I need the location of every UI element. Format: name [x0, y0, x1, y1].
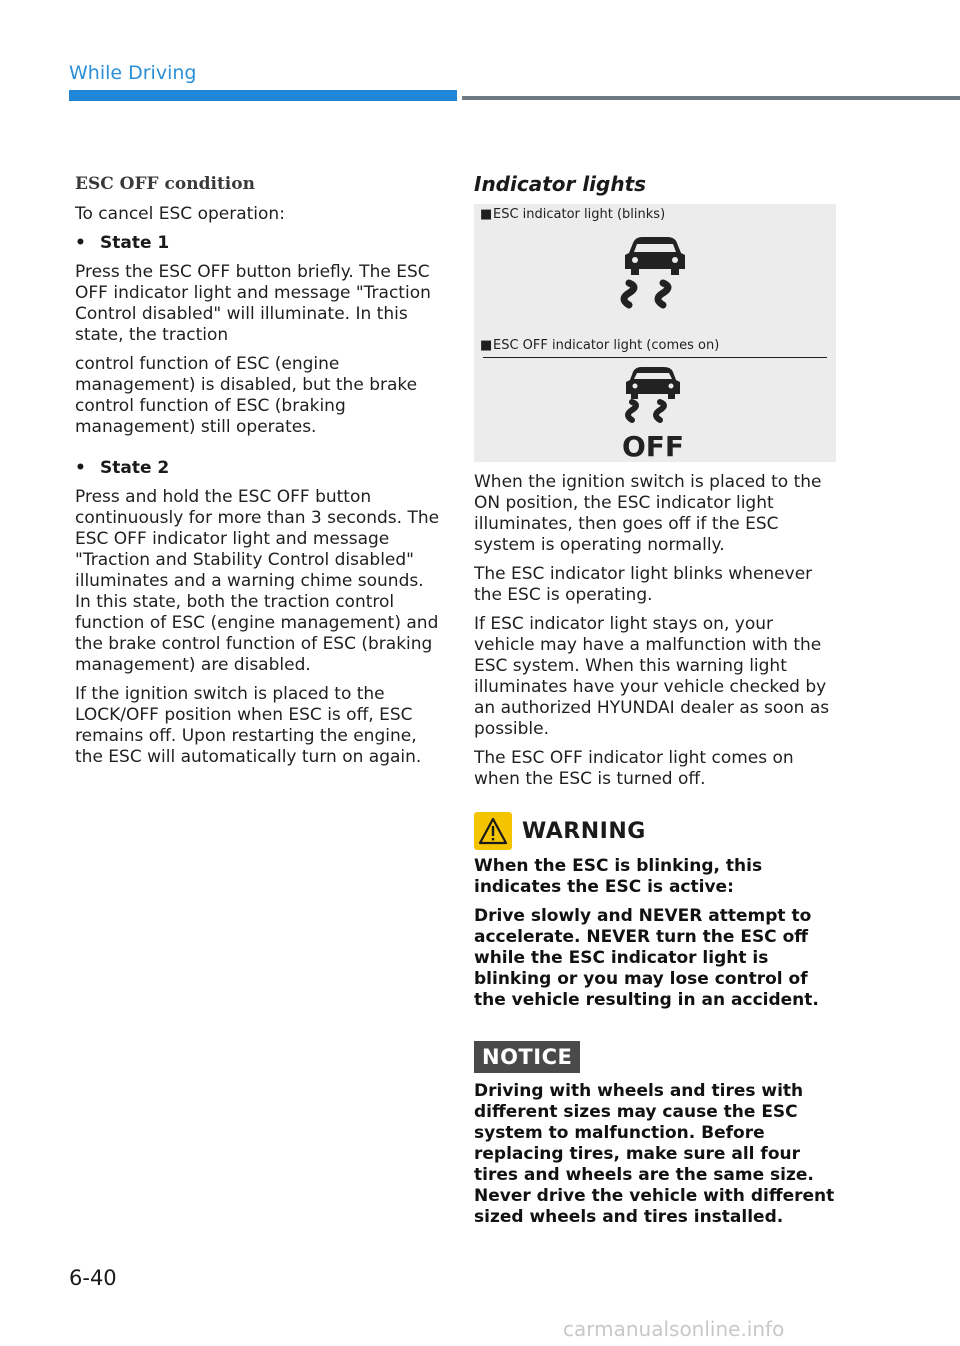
header-bar-blue: [69, 90, 457, 101]
warning-para-1: When the ESC is blinking, this indicates the ESC is active:: [474, 856, 763, 897]
indicator-lights-heading: Indicator lights: [474, 172, 647, 196]
indicator-figure: [474, 204, 836, 462]
lock-off-paragraph: If the ignition switch is placed to the LOCK/OFF position when ESC is off, ESC remains off. Upon restarting the engine, the ESC will automatically turn on again.: [75, 684, 422, 767]
warning-header: [474, 812, 838, 850]
bullet-dot: •: [75, 233, 86, 253]
state2-paragraph: Press and hold the ESC OFF button continuously for more than 3 seconds. The ESC OFF indicator light and message "Traction and Stability Control disabled" illuminates and a warning chime sounds. In this state, both the traction control function of ESC (engine management) and the brake control function of ESC (braking management) are disabled.: [75, 487, 440, 675]
state1-bullet: [75, 233, 440, 254]
indicator-para-1: When the ignition switch is placed to the ON position, the ESC indicator light illuminates, then goes off if the ESC system is operating normally.: [474, 472, 822, 555]
intro-text: To cancel ESC operation:: [75, 204, 285, 224]
warning-para-2: Drive slowly and NEVER attempt to accelerate. NEVER turn the ESC off while the ESC indicator light is blinking or you may lose control of the vehicle resulting in an accident.: [474, 906, 819, 1010]
section-heading: ESC OFF condition: [75, 174, 255, 194]
page-number: 6-40: [69, 1266, 117, 1290]
state1-label: State 1: [100, 233, 170, 253]
state2-label: State 2: [100, 458, 170, 478]
figure-divider: [483, 357, 827, 358]
indicator-para-4: The ESC OFF indicator light comes on when the ESC is turned off.: [474, 748, 794, 789]
page-header-title: While Driving: [69, 62, 197, 84]
esc-off-indicator-icon: [618, 364, 688, 460]
notice-badge: NOTICE: [474, 1041, 580, 1073]
watermark: carmanualsonline.info: [563, 1317, 785, 1341]
notice-paragraph: Driving with wheels and tires with different sizes may cause the ESC system to malfunction. Before replacing tires, make sure all four tires and wheels are the same size. Never drive the vehicle with different sized wheels and tires installed.: [474, 1081, 835, 1227]
figure-caption-esc-off: ■ESC OFF indicator light (comes on): [480, 338, 720, 353]
esc-indicator-icon: [615, 233, 695, 313]
header-bar-gray: [462, 96, 960, 100]
left-column: [75, 172, 440, 776]
warning-label: WARNING: [522, 818, 646, 844]
warning-triangle-icon: [474, 812, 512, 850]
state2-bullet: [75, 458, 440, 479]
state1-paragraph: Press the ESC OFF button briefly. The ESC OFF indicator light and message "Traction Control disabled" will illuminate. In this state, the traction: [75, 262, 431, 345]
right-column: [474, 172, 838, 1236]
bullet-dot: •: [75, 458, 86, 478]
off-label: OFF: [621, 430, 685, 460]
indicator-para-3: If ESC indicator light stays on, your vehicle may have a malfunction with the ESC system. When this warning light illuminates have your vehicle checked by an authorized HYUNDAI dealer as soon as possible.: [474, 614, 830, 739]
figure-caption-esc: ■ESC indicator light (blinks): [480, 207, 666, 222]
state1-paragraph-continued: control function of ESC (engine management) is disabled, but the brake control function of ESC (braking management) still operates.: [75, 354, 418, 437]
indicator-para-2: The ESC indicator light blinks whenever the ESC is operating.: [474, 564, 813, 605]
